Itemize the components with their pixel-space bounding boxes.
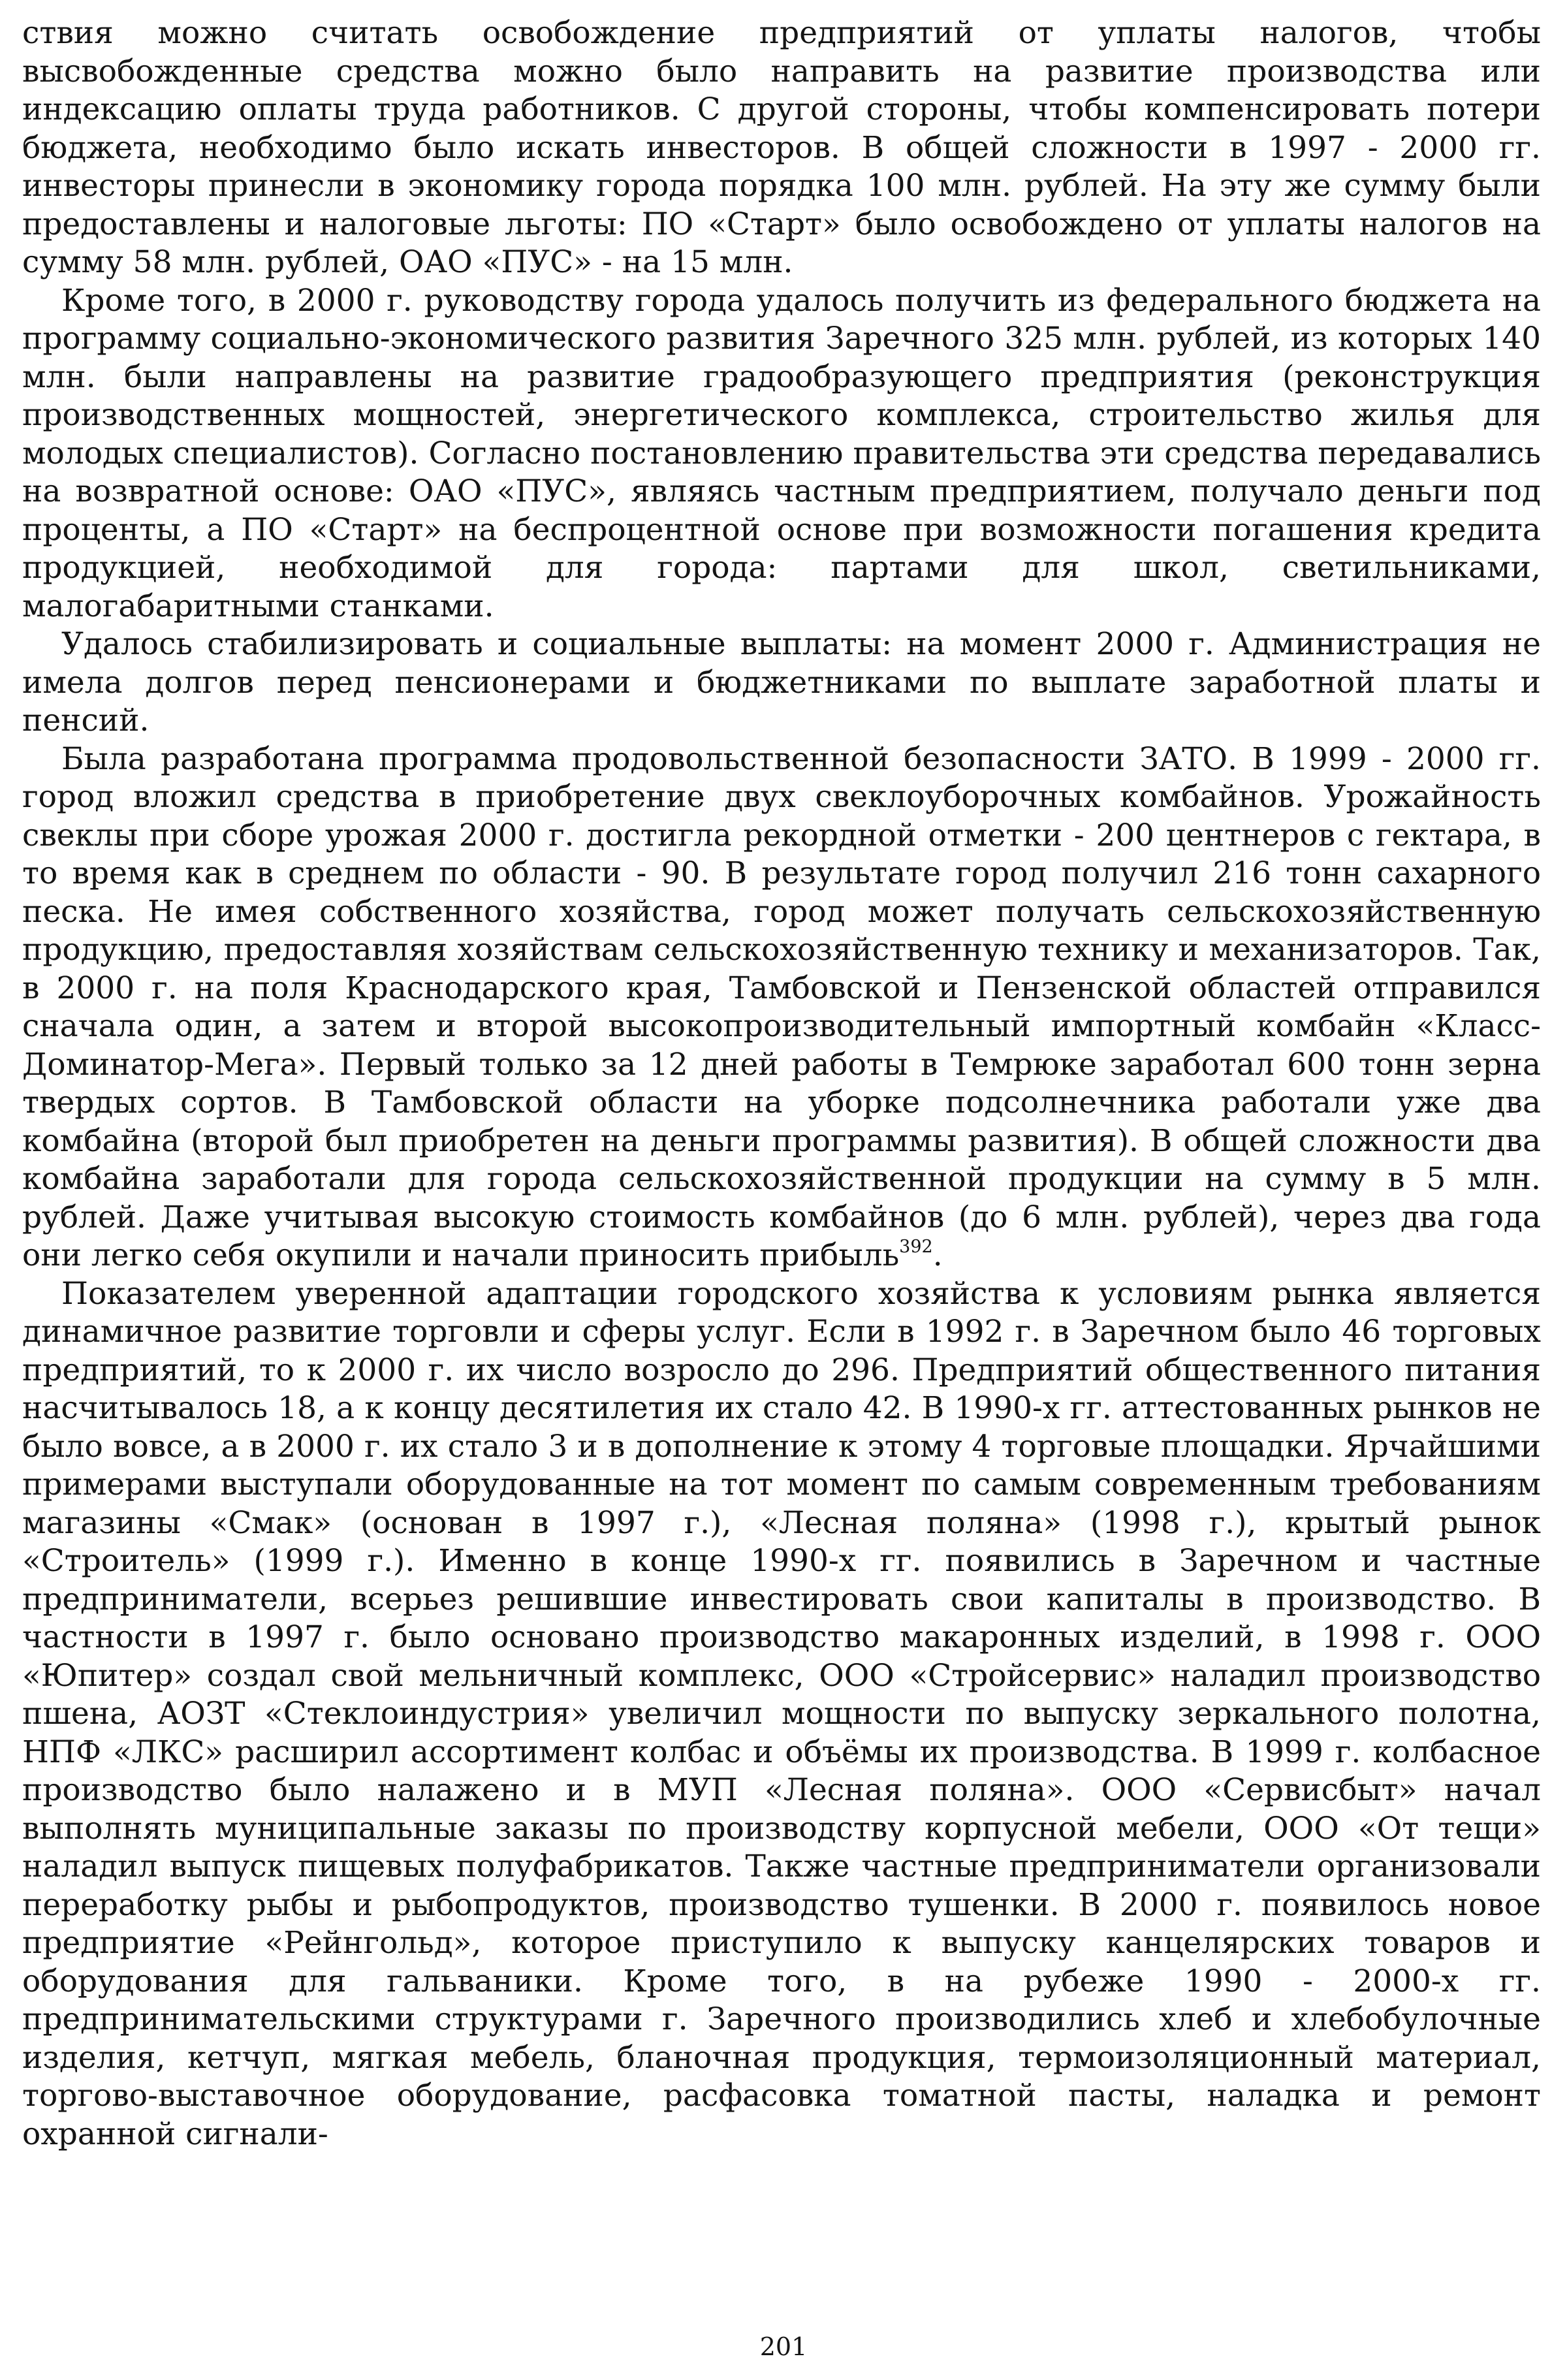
paragraph-2: [22, 282, 1541, 626]
paragraph-text: Удалось стабилизировать и социальные выплаты: на момент 2000 г. Администрация не имела долгов перед пенсионерами и бюджетниками по выплате заработной платы и пенсий.: [22, 626, 1541, 738]
paragraph-text: Показателем уверенной адаптации городского хозяйства к условиям рынка является динамичное развитие торговли и сферы услуг. Если в 1992 г. в Заречном было 46 торговых предприятий, то к 2000 г. их число возросло до 296. Предприятий общественного питания насчитывалось 18, а к концу десятилетия их стало 42. В 1990-х гг. аттестованных рынков не было вовсе, а в 2000 г. их стало 3 и в дополнение к этому 4 торговые площадки. Ярчайшими примерами выступали оборудованные на тот момент по самым современным требованиям магазины «Смак» (основан в 1997 г.), «Лесная поляна» (1998 г.), крытый рынок «Строитель» (1999 г.). Именно в конце 1990-х гг. появились в Заречном и частные предприниматели, всерьез решившие инвестировать свои капиталы в производство. В частности в 1997 г. было основано производство макаронных изделий, в 1998 г. ООО «Юпитер» создал свой мельничный комплекс, ООО «Стройсервис» наладил производство пшена, АОЗТ «Стеклоиндустрия» увеличил мощности по выпуску зеркального полотна, НПФ «ЛКС» расширил ассортимент колбас и объёмы их производства. В 1999 г. колбасное производство было налажено и в МУП «Лесная поляна». ООО «Сервисбыт» начал выполнять муниципальные заказы по производству корпусной мебели, ООО «От тещи» наладил выпуск пищевых полуфабрикатов. Также частные предприниматели организовали переработку рыбы и рыбопродуктов, производство тушенки. В 2000 г. появилось новое предприятие «Рейнгольд», которое приступило к выпуску канцелярских товаров и оборудования для гальваники. Кроме того, в на рубеже 1990 - 2000-х гг. предпринимательскими структурами г. Заречного производились хлеб и хлебобулочные изделия, кетчуп, мягкая мебель, бланочная продукция, термоизоляционный материал, торгово-выставочное оборудование, расфасовка томатной пасты, наладка и ремонт охранной сигнали-: [22, 1275, 1541, 2152]
paragraph-5: [22, 1275, 1541, 2154]
page-number: 201: [759, 2332, 808, 2361]
paragraph-tail: .: [932, 1237, 943, 1273]
page-body: [22, 14, 1541, 2153]
paragraph-text: Кроме того, в 2000 г. руководству города удалось получить из федерального бюджета на программу социально-экономического развития Заречного 325 млн. рублей, из которых 140 млн. были направлены на развитие градообразующего предприятия (реконструкция производственных мощностей, энергетического комплекса, строительство жилья для молодых специалистов). Согласно постановлению правительства эти средства передавались на возвратной основе: ОАО «ПУС», являясь частным предприятием, получало деньги под проценты, а ПО «Старт» на беспроцентной основе при возможности погашения кредита продукцией, необходимой для города: партами для школ, светильниками, малогабаритными станками.: [22, 282, 1541, 624]
footnote-reference[interactable]: 392: [899, 1237, 933, 1257]
paragraph-text: Была разработана программа продовольственной безопасности ЗАТО. В 1999 - 2000 гг. город вложил средства в приобретение двух свеклоуборочных комбайнов. Урожайность свеклы при сборе урожая 2000 г. достигла рекордной отметки - 200 центнеров с гектара, в то время как в среднем по области - 90. В результате город получил 216 тонн сахарного песка. Не имея собственного хозяйства, город может получать сельскохозяйственную продукцию, предоставляя хозяйствам сельскохозяйственную технику и механизаторов. Так, в 2000 г. на поля Краснодарского края, Тамбовской и Пензенской областей отправился сначала один, а затем и второй высокопроизводительный импортный комбайн «Класс-Доминатор-Мега». Первый только за 12 дней работы в Темрюке заработал 600 тонн зерна твердых сортов. В Тамбовской области на уборке подсолнечника работали уже два комбайна (второй был приобретен на деньги программы развития). В общей сложности два комбайна заработали для города сельскохозяйственной продукции на сумму в 5 млн. рублей. Даже учитывая высокую стоимость комбайнов (до 6 млн. рублей), через два года они легко себя окупили и начали приносить прибыль: [22, 740, 1541, 1273]
paragraph-1: [22, 14, 1541, 282]
paragraph-4: [22, 740, 1541, 1275]
paragraph-3: [22, 626, 1541, 740]
paragraph-text: ствия можно считать освобождение предприятий от уплаты налогов, чтобы высвобожденные средства можно было направить на развитие производства или индексацию оплаты труда работников. С другой стороны, чтобы компенсировать потери бюджета, необходимо было искать инвесторов. В общей сложности в 1997 - 2000 гг. инвесторы принесли в экономику города порядка 100 млн. рублей. На эту же сумму были предоставлены и налоговые льготы: ПО «Старт» было освобождено от уплаты налогов на сумму 58 млн. рублей, ОАО «ПУС» - на 15 млн.: [22, 15, 1541, 280]
